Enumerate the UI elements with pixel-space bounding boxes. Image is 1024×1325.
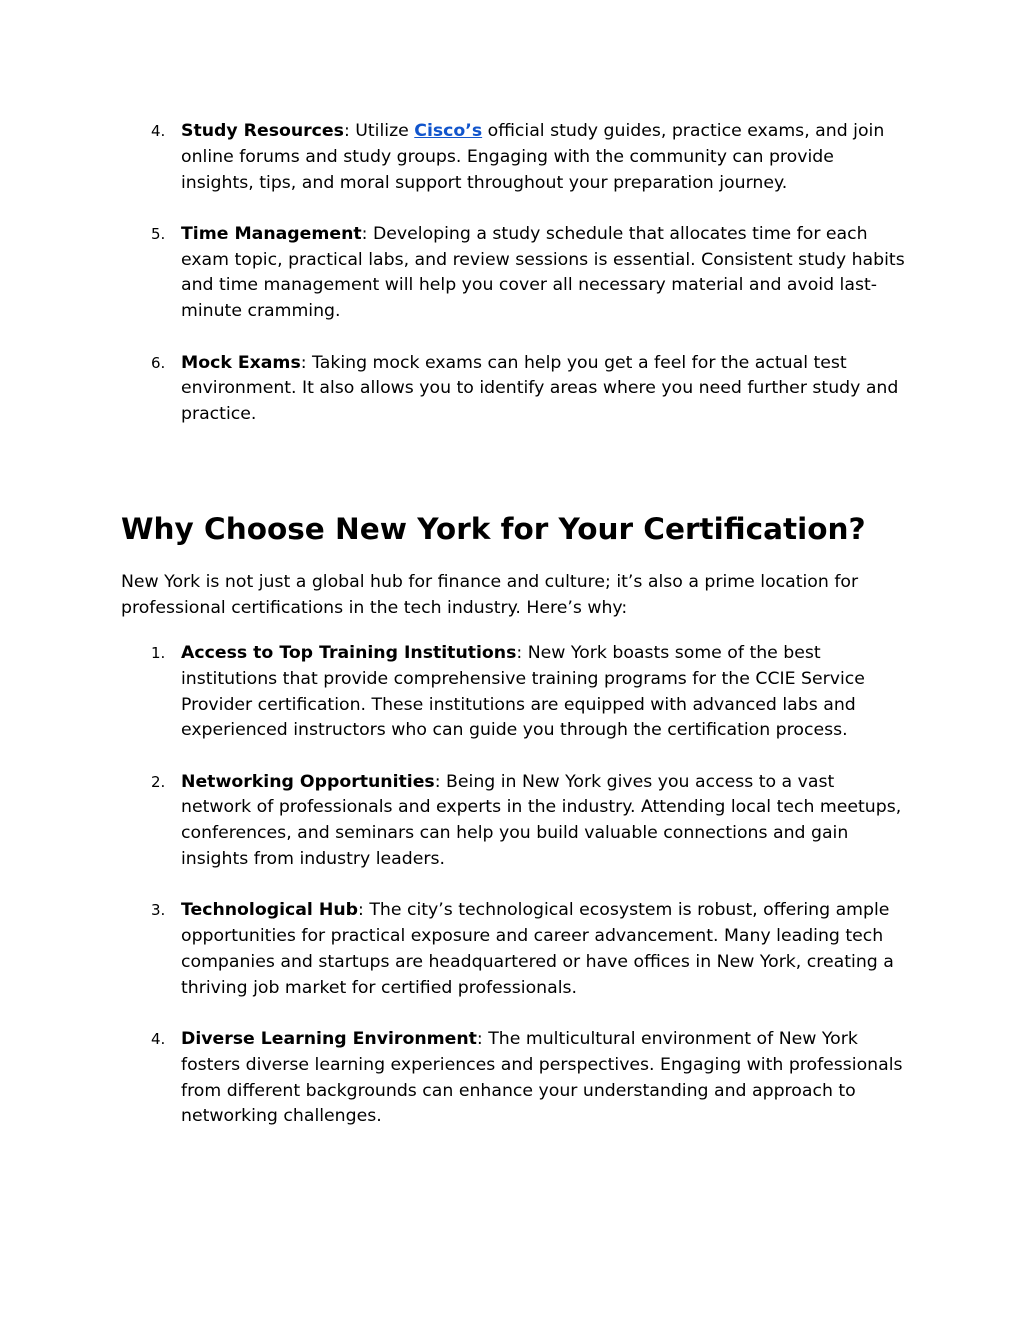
list-item — [0, 641, 1024, 744]
item-term: Mock Exams — [181, 352, 301, 373]
list-item — [0, 222, 1024, 325]
list-item-text — [181, 1027, 906, 1130]
cisco-link[interactable]: Cisco’s — [414, 121, 483, 141]
list-number: 1. — [151, 644, 166, 662]
section-heading: Why Choose New York for Your Certification? — [121, 512, 866, 546]
item-text-pre: : Utilize — [343, 121, 415, 141]
item-term: Technological Hub — [181, 900, 359, 921]
item-term: Networking Opportunities — [181, 771, 435, 792]
reasons-list — [0, 641, 1024, 1156]
item-body: : The multicultural environment of New York fosters diverse learning experiences and perspectives. Engaging with professionals from different backgrounds can enhance your understanding and approach to networking challenges. — [181, 1029, 903, 1127]
list-item — [0, 119, 1024, 196]
list-number: 2. — [151, 772, 166, 791]
list-number: 4. — [151, 122, 166, 140]
item-body: : Taking mock exams can help you get a feel for the actual test environment. It also allows you to identify areas where you need further study and practice. — [181, 352, 899, 425]
item-text-post: official study guides, practice exams, and join online forums and study groups. Engaging with the community can provide insights, tips, and moral support throughout your preparation journey. — [181, 121, 885, 193]
item-body: : Being in New York gives you access to a vast network of professionals and experts in the industry. Attending local tech meetups, conferences, and seminars can help you build valuable connections and gain insights from industry leaders. — [181, 771, 902, 870]
list-item-text — [181, 119, 906, 196]
section-intro: New York is not just a global hub for finance and culture; it’s also a prime location for professional certifications in the tech industry. Here’s why: — [121, 572, 859, 618]
list-item-text — [181, 222, 906, 325]
item-term: Access to Top Training Institutions — [181, 643, 517, 663]
list-item — [0, 1027, 1024, 1130]
study-tips-list — [0, 119, 1024, 453]
list-item — [0, 898, 1024, 1001]
list-number: 3. — [151, 901, 166, 920]
item-body: : New York boasts some of the best institutions that provide comprehensive training programs for the CCIE Service Provider certification. These institutions are equipped with advanced labs and experienced instructors who can guide you through the certification process. — [181, 643, 865, 741]
list-number: 5. — [151, 224, 166, 243]
item-term: Study Resources — [181, 121, 344, 141]
list-number: 6. — [151, 353, 166, 372]
item-term: Time Management — [181, 223, 362, 244]
list-item — [0, 770, 1024, 873]
item-body: : The city’s technological ecosystem is robust, offering ample opportunities for practical exposure and career advancement. Many leading tech companies and startups are headquartered or have offices in New York, creating a thriving job market for certified professionals. — [181, 900, 894, 998]
list-number: 4. — [151, 1030, 166, 1049]
list-item-text — [181, 770, 906, 873]
list-item-text — [181, 898, 906, 1001]
list-item-text — [181, 351, 906, 428]
list-item-text — [181, 641, 906, 744]
item-body: : Developing a study schedule that allocates time for each exam topic, practical labs, and review sessions is essential. Consistent study habits and time management will help you cover all necessary material and avoid last-minute cramming. — [181, 223, 905, 322]
item-term: Diverse Learning Environment — [181, 1029, 477, 1050]
list-item — [0, 351, 1024, 428]
